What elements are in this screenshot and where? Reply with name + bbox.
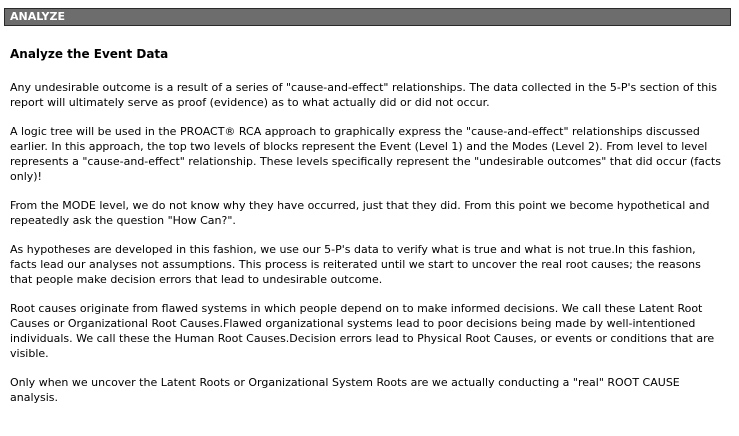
paragraph-cause-effect: Any undesirable outcome is a result of a series of "cause-and-effect" relationships. The data collected in the 5-P's section of this report will ultimately serve as proof (evidence) as to what actually did or did not occur. (10, 81, 718, 109)
paragraph-latent-roots: Only when we uncover the Latent Roots or Organizational System Roots are we actually conducting a "real" ROOT CAUSE analysis. (10, 376, 680, 404)
paragraph-logic-tree: A logic tree will be used in the PROACT® RCA approach to graphically express the "cause-and-effect" relationships discussed earlier. In this approach, the top two levels of blocks represent the Event (Level 1) and the Modes (Level 2). From level to level represents a "cause-and-effect" relationship. These levels specifically represent the "undesirable outcomes" that did occur (facts only)! (10, 125, 721, 183)
content-heading: Analyze the Event Data (10, 47, 169, 61)
analyze-content (10, 46, 725, 419)
section-header-analyze: ANALYZE (4, 8, 731, 26)
paragraph-hypotheses: As hypotheses are developed in this fashion, we use our 5-P's data to verify what is true and what is not true.In this fashion, facts lead our analyses not assumptions. This process is reiterated until we start to uncover the real root causes; the reasons that people make decision errors that lead to undesirable outcome. (10, 243, 701, 286)
paragraph-mode-level: From the MODE level, we do not know why they have occurred, just that they did. From this point we become hypothetical and repeatedly ask the question "How Can?". (10, 199, 710, 227)
paragraph-root-causes: Root causes originate from flawed systems in which people depend on to make informed decisions. We call these Latent Root Causes or Organizational Root Causes.Flawed organizational systems lead to poor decisions being made by well-intentioned individuals. We call these the Human Root Causes.Decision errors lead to Physical Root Causes, or events or conditions that are visible. (10, 302, 715, 360)
